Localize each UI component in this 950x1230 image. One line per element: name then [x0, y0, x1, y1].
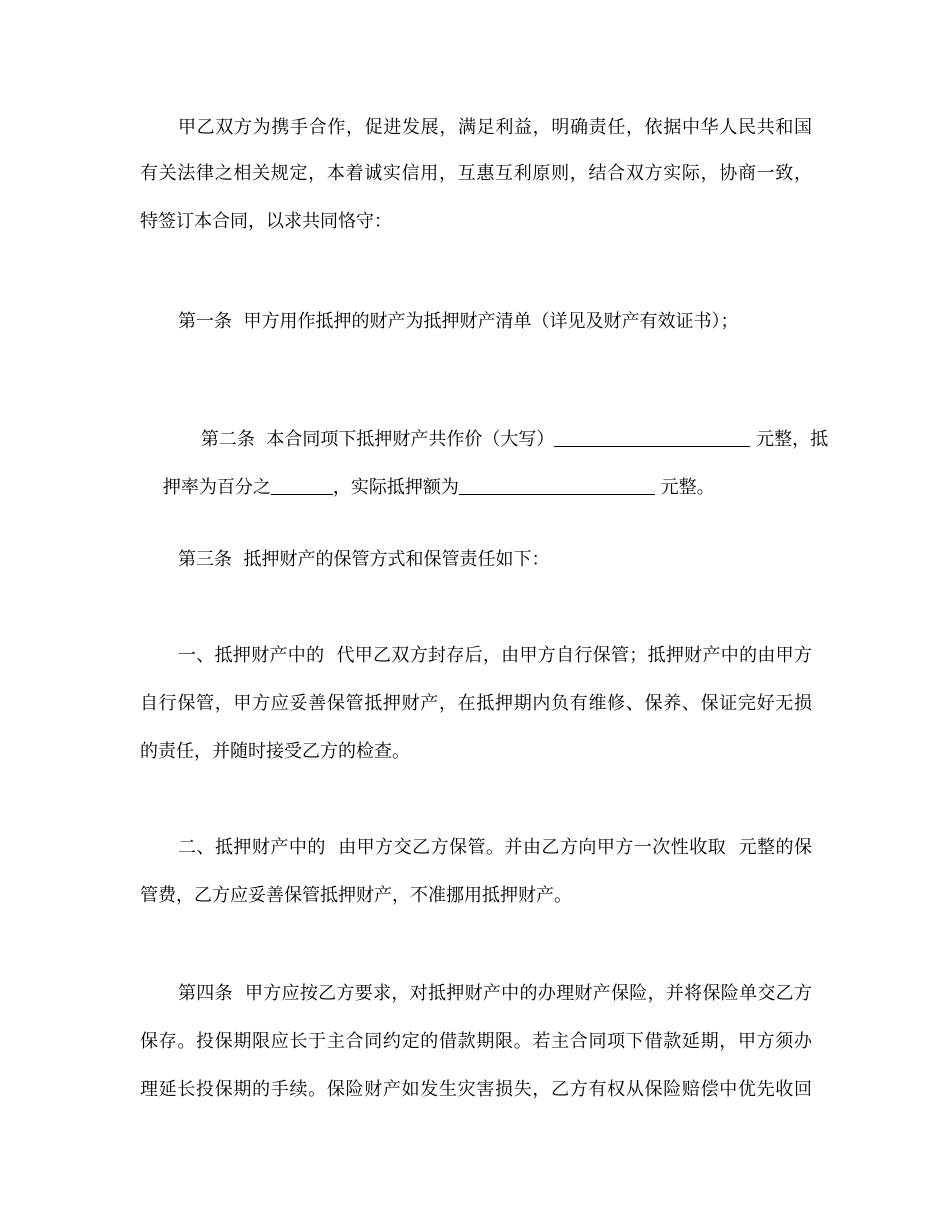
item-2-line-2: 管费，乙方应妥善保管抵押财产，不准挪用抵押财产。 [140, 885, 572, 906]
article-3: 第三条 抵押财产的保管方式和保管责任如下： [178, 549, 550, 570]
rate-blank[interactable] [271, 476, 333, 495]
article-4-line-3: 理延长投保期的手续。保险财产如发生灾害损失，乙方有权从保险赔偿中优先收回 [140, 1079, 812, 1100]
item-1-line-3: 的责任，并随时接受乙方的检查。 [140, 741, 410, 762]
intro-line-1: 甲乙双方为携手合作，促进发展，满足利益，明确责任，依据中华人民共和国 [178, 117, 812, 138]
rate-label: 押率为百分之 [162, 477, 271, 498]
item-1-line-1: 一、抵押财产中的 代甲乙双方封存后，由甲方自行保管；抵押财产中的由甲方 [178, 645, 812, 666]
item-2-line-1: 二、抵押财产中的 由甲方交乙方保管。并由乙方向甲方一次性收取 元整的保 [178, 837, 812, 858]
article-2-line-2 [140, 452, 812, 498]
article-1: 第一条 甲方用作抵押的财产为抵押财产清单（详见及财产有效证书）； [178, 311, 739, 332]
article-2-prefix: 第二条 本合同项下抵押财产共作价（大写） [200, 429, 555, 450]
article-2-suffix: 元整，抵 [750, 429, 829, 450]
item-1-line-2: 自行保管，甲方应妥善保管抵押财产，在抵押期内负有维修、保养、保证完好无损 [140, 693, 812, 714]
total-price-blank[interactable] [554, 428, 750, 447]
actual-amount-label: ，实际抵押额为 [332, 477, 459, 498]
intro-line-2: 有关法律之相关规定，本着诚实信用，互惠互利原则，结合双方实际，协商一致， [140, 163, 812, 184]
article-4-line-2: 保存。投保期限应长于主合同约定的借款期限。若主合同项下借款延期，甲方须办 [140, 1031, 812, 1052]
intro-line-3: 特签订本合同，以求共同恪守： [140, 211, 392, 232]
actual-amount-suffix: 元整。 [654, 477, 715, 498]
article-4-line-1: 第四条 甲方应按乙方要求，对抵押财产中的办理财产保险，并将保险单交乙方 [178, 983, 812, 1004]
article-2-line-1 [178, 404, 829, 450]
actual-amount-blank[interactable] [459, 476, 655, 495]
